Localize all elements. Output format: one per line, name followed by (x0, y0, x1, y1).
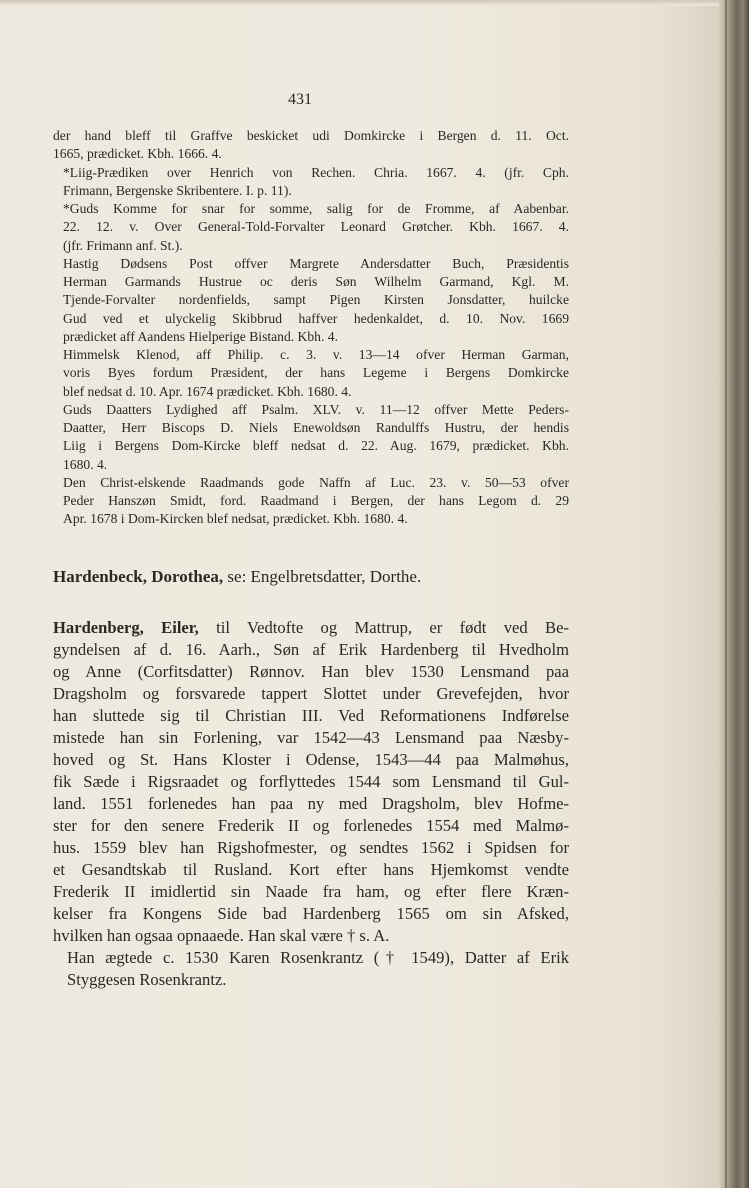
page-top-shadow (0, 0, 720, 6)
entry-name: Hardenberg, Eiler, (53, 618, 199, 637)
text-line: fik Sæde i Rigsraadet og forflyttedes 1544 som Lensmand til Gul- (53, 772, 569, 791)
text-line: hvilken han ogsaa opnaaede. Han skal være † s. A. (53, 926, 390, 945)
text-line: og Anne (Corfitsdatter) Rønnov. Han blev 1530 Lensmand paa (53, 662, 569, 681)
text-line: prædicket aff Aandens Hielperige Bistand. Kbh. 4. (63, 328, 338, 344)
entry-name: Hardenbeck, Dorothea, (53, 567, 224, 586)
text-line: Guds Daatters Lydighed aff Psalm. XLV. v. 11—12 offver Mette Peders- (63, 401, 569, 417)
biography-entry (53, 617, 569, 991)
text-line: 22. 12. v. Over General-Told-Forvalter Leonard Grøtcher. Kbh. 1667. 4. (63, 219, 569, 235)
text-line: Dragsholm og forsvarede tappert Slottet under Grevefejden, hvor (53, 684, 569, 703)
bibliography-entry (53, 127, 569, 164)
text-line: blef nedsat d. 10. Apr. 1674 prædicket. Kbh. 1680. 4. (63, 383, 352, 399)
text-line: Hastig Dødsens Post offver Margrete Andersdatter Buch, Præsidentis (63, 255, 569, 271)
bibliography-block (53, 127, 569, 529)
text-line: Peder Hanszøn Smidt, ford. Raadmand i Bergen, der hans Legom d. 29 (63, 493, 569, 508)
text-line: *Liig-Prædiken over Henrich von Rechen. Chria. 1667. 4. (jfr. Cph. (63, 164, 569, 180)
text-line: Frederik II imidlertid sin Naade fra ham, og efter flere Kræn- (53, 882, 569, 901)
text-line (53, 617, 569, 639)
text-line: Daatter, Herr Biscops D. Niels Enewoldsøn Randulffs Hustru, der hendis (63, 420, 569, 435)
text-line: Gud ved et ulyckelig Skibbrud haffver hedenkaldet, d. 10. Nov. 1669 (63, 310, 569, 326)
text-line: Frimann, Bergenske Skribentere. I. p. 11). (63, 182, 292, 198)
text-line: *Guds Komme for snar for somme, salig for de Fromme, af Aabenbar. (63, 201, 569, 216)
text-line: gyndelsen af d. 16. Aarh., Søn af Erik Hardenberg til Hvedholm (53, 640, 569, 659)
biography-paragraph (53, 947, 569, 991)
text-line: Den Christ-elskende Raadmands gode Naffn af Luc. 23. v. 50—53 ofver (63, 474, 569, 490)
text-line: Herman Garmands Hustrue oc deris Søn Wilhelm Garmand, Kgl. M. (63, 274, 569, 289)
biography-paragraph (53, 617, 569, 947)
bibliography-entry (53, 255, 569, 346)
text-line: ster for den senere Frederik II og forlenedes 1554 med Malmø- (53, 816, 569, 835)
text-line: Styggesen Rosenkrantz. (67, 970, 227, 989)
text-line: hus. 1559 blev han Rigshofmester, og sendtes 1562 i Spidsen for (53, 838, 569, 857)
text-line: Apr. 1678 i Dom-Kircken blef nedsat, prædicket. Kbh. 1680. 4. (63, 511, 408, 527)
bibliography-entry (53, 401, 569, 474)
page-number: 431 (288, 91, 312, 108)
bibliography-entry (53, 346, 569, 401)
entry-intro: til Vedtofte og Mattrup, er født ved Be- (198, 618, 569, 637)
text-line: land. 1551 forlenedes han paa ny med Dragsholm, blev Hofme- (53, 794, 569, 813)
cross-reference-entry (53, 566, 569, 588)
bibliography-entry (53, 474, 569, 529)
text-line: kelser fra Kongens Side bad Hardenberg 1565 om sin Afsked, (53, 904, 569, 923)
text-line: 1680. 4. (63, 456, 108, 472)
text-line: der hand bleff til Graffve beskicket udi Domkircke i Bergen d. 11. Oct. (53, 128, 569, 143)
text-line: Himmelsk Klenod, aff Philip. c. 3. v. 13—14 ofver Herman Garman, (63, 347, 569, 362)
text-line: Han ægtede c. 1530 Karen Rosenkrantz († 1549), Datter af Erik (67, 948, 569, 967)
text-line: Tjende-Forvalter nordenfields, sampt Pigen Kirsten Jonsdatter, huilcke (63, 292, 569, 308)
page-binding-edge (719, 0, 749, 1188)
bibliography-entry (53, 164, 569, 201)
text-line: Liig i Bergens Dom-Kircke bleff nedsat d. 22. Aug. 1679, prædicket. Kbh. (63, 438, 569, 454)
text-line: (jfr. Frimann anf. St.). (63, 237, 183, 253)
text-line: hoved og St. Hans Kloster i Odense, 1543—44 paa Malmøhus, (53, 750, 569, 769)
bibliography-entry (53, 200, 569, 255)
text-line: voris Byes fordum Præsident, der hans Legeme i Bergens Domkircke (63, 365, 569, 381)
text-line: mistede han sin Forlening, var 1542—43 Lensmand paa Næsby- (53, 728, 569, 747)
cross-reference-text: se: Engelbretsdatter, Dorthe. (223, 567, 422, 586)
text-line: han sluttede sig til Christian III. Ved Reformationens Indførelse (53, 706, 569, 725)
text-line: 1665, prædicket. Kbh. 1666. 4. (53, 146, 222, 162)
text-line: et Gesandtskab til Rusland. Kort efter hans Hjemkomst vendte (53, 860, 569, 879)
